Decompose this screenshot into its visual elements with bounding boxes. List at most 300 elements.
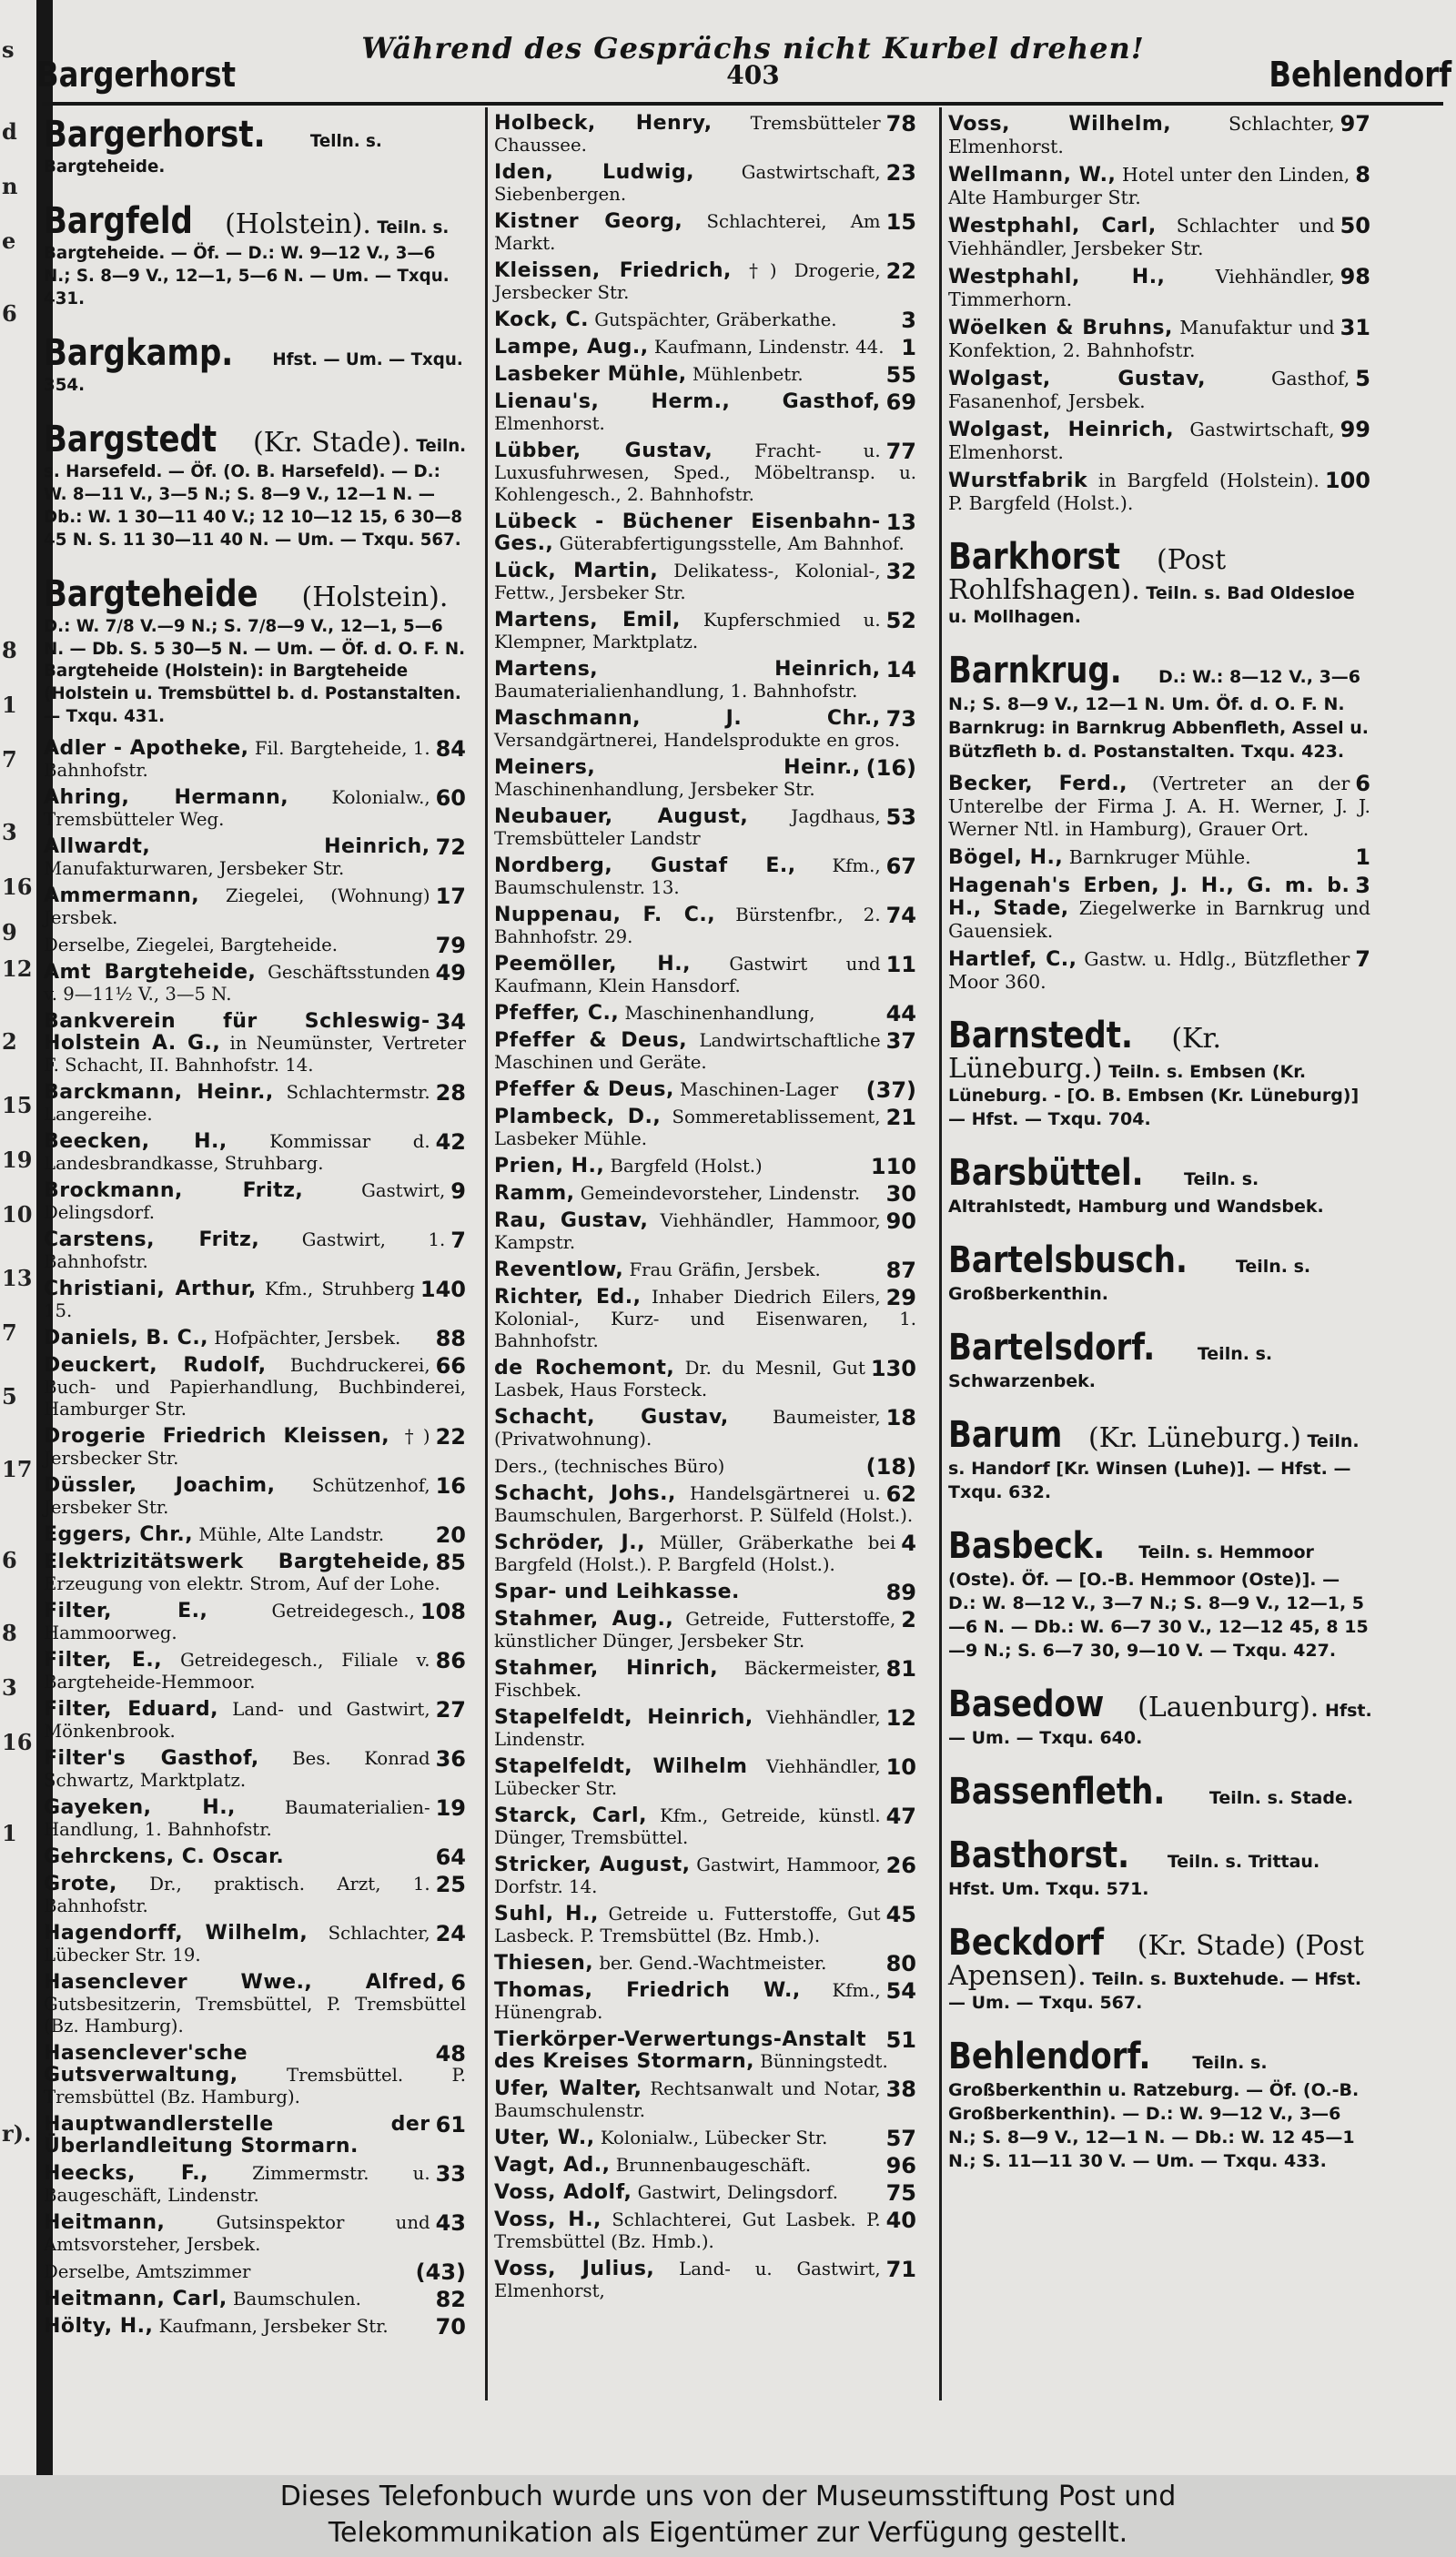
- subscriber-details: Manufaktur und Konfektion, 2. Bahnhofstr.: [948, 317, 1335, 361]
- subscriber-name: Drogerie Friedrich Kleissen,: [44, 1425, 390, 1449]
- subscriber-details: Ziegelei, (Wohnung) Jersbek.: [44, 885, 430, 929]
- phone-number: 33: [435, 2161, 466, 2188]
- header-rule: [42, 102, 1443, 106]
- subscriber-name: Schacht, Johs.,: [494, 1482, 676, 1505]
- subscriber-name: Pfeffer & Deus,: [494, 1078, 674, 1101]
- subscriber-name: Hasenclever Wwe., Alfred,: [44, 1971, 446, 1995]
- directory-entry: [44, 738, 468, 782]
- subscriber-name: Wöelken & Bruhns,: [948, 317, 1173, 339]
- page-number: 403: [726, 60, 780, 90]
- subscriber-name: Hölty, H.,: [44, 2315, 154, 2339]
- subscriber-details: Kaufmann, Lindenstr. 44.: [653, 337, 885, 358]
- place-name: Barum: [948, 1414, 1063, 1456]
- phone-number: 110: [870, 1154, 916, 1179]
- phone-number: 1: [901, 335, 916, 360]
- subscriber-details: Handelsgärtnerei u. Baumschulen, Bargerhorst. P. Sülfeld (Holst.).: [494, 1483, 914, 1526]
- subscriber-details: †) Drogerie, Jersbecker Str.: [494, 260, 881, 303]
- directory-entry: [494, 211, 918, 255]
- subscriber-name: Ahring, Hermann,: [44, 786, 289, 810]
- place-details: Teiln. s. Großberkenthin.: [948, 1257, 1311, 1304]
- place-qualifier: (Holstein).: [225, 207, 371, 240]
- directory-entry: [494, 309, 918, 331]
- place-name: Basbeck.: [948, 1525, 1106, 1567]
- phone-number: 38: [885, 2077, 916, 2102]
- margin-fragment: s: [2, 36, 15, 63]
- place-qualifier: (Kr. Lüneburg.): [948, 1023, 1222, 1085]
- phone-number: 26: [885, 1853, 916, 1878]
- subscriber-name: Prien, H.,: [494, 1155, 605, 1177]
- place-qualifier: (Post Rohlfshagen).: [948, 544, 1227, 606]
- subscriber-details: Getreidegesch., Hammoorweg.: [44, 1601, 415, 1644]
- directory-entry: [948, 113, 1372, 158]
- phone-number: 50: [1340, 213, 1370, 238]
- directory-entry: [44, 933, 468, 959]
- place-name: Barsbüttel.: [948, 1152, 1144, 1194]
- place-heading: [44, 113, 468, 179]
- directory-entry: [44, 1797, 468, 1841]
- subscriber-details: Erzeugung von elektr. Strom, Auf der Lohe.: [44, 1573, 440, 1595]
- directory-entry: [494, 905, 918, 948]
- directory-entry: [948, 215, 1372, 260]
- subscriber-details: Bünningstedt.: [760, 2051, 888, 2072]
- directory-entry: [44, 1180, 468, 1224]
- directory-entry: [494, 1756, 918, 1800]
- phone-number: 11: [885, 952, 916, 977]
- directory-entry: [948, 773, 1372, 841]
- subscriber-name: Ramm,: [494, 1182, 575, 1205]
- directory-entry: [44, 1601, 468, 1644]
- place-details: Teiln. s. Buxtehude. — Hfst. — Um. — Txqu. 567.: [948, 1969, 1362, 2013]
- subscriber-name: Schröder, J.,: [494, 1531, 645, 1554]
- phone-number: 98: [1340, 264, 1370, 289]
- place-name: Basedow: [948, 1683, 1105, 1725]
- phone-number: 55: [885, 362, 916, 388]
- directory-entry: [948, 266, 1372, 311]
- directory-entry: [44, 836, 468, 880]
- subscriber-details: Geschäftsstunden v. 9—11½ V., 3—5 N.: [44, 962, 430, 1006]
- subscriber-details: Gutsbesitzerin, Tremsbüttel, P. Tremsbüttel (Bz. Hamburg).: [44, 1994, 466, 2037]
- phone-number: 42: [435, 1129, 466, 1156]
- margin-fragment: 15: [2, 1092, 33, 1118]
- subscriber-details: Ders., (technisches Büro): [494, 1456, 725, 1477]
- phone-number: 18: [885, 1405, 916, 1430]
- phone-number: 24: [435, 1921, 466, 1947]
- subscriber-name: Hasenclever'sche Gutsverwaltung,: [44, 2042, 248, 2087]
- phone-number: 57: [885, 2126, 916, 2151]
- subscriber-details: Baumaterialien-Handlung, 1. Bahnhofstr.: [44, 1797, 430, 1841]
- phone-number: 69: [885, 389, 916, 415]
- subscriber-name: Grote,: [44, 1873, 117, 1896]
- phone-number: 16: [435, 1473, 466, 1500]
- directory-entry: [44, 1475, 468, 1519]
- subscriber-name: Voss, Adolf,: [494, 2181, 632, 2204]
- phone-number: 62: [885, 1481, 916, 1507]
- directory-entry: [494, 1079, 918, 1101]
- subscriber-name: Wolgast, Gustav,: [948, 368, 1206, 390]
- directory-entry: [494, 1156, 918, 1177]
- subscriber-details: Viehhändler, Timmerhorn.: [948, 266, 1335, 310]
- running-head-left: Bargerhorst: [36, 55, 237, 95]
- footer-line: Dieses Telefonbuch wurde uns von der Museumsstiftung Post und: [279, 2481, 1177, 2512]
- subscriber-name: Bankverein für Schleswig-Holstein A. G.,: [44, 1010, 430, 1056]
- phone-number: 23: [885, 160, 916, 186]
- margin-fragment: 9: [2, 919, 17, 945]
- margin-fragment: 3: [2, 1674, 17, 1701]
- subscriber-name: Kock, C.: [494, 308, 589, 331]
- directory-entry: [44, 1551, 468, 1595]
- subscriber-name: Starck, Carl,: [494, 1804, 647, 1827]
- phone-number: 7: [450, 1228, 466, 1254]
- phone-number: 14: [885, 657, 916, 682]
- place-heading: [948, 1151, 1372, 1218]
- phone-number: 17: [435, 884, 466, 910]
- subscriber-details: Manufakturwaren, Jersbeker Str.: [44, 858, 345, 880]
- directory-entry: [494, 954, 918, 997]
- subscriber-name: Pfeffer, C.,: [494, 1002, 620, 1025]
- place-qualifier: (Kr. Stade).: [253, 426, 410, 459]
- directory-entry: [948, 317, 1372, 362]
- directory-entry: [494, 659, 918, 702]
- place-heading: [948, 535, 1372, 629]
- phone-number: 34: [435, 1009, 466, 1036]
- phone-number: 100: [1324, 468, 1370, 493]
- directory-entry: [44, 1874, 468, 1917]
- directory-entry: [948, 368, 1372, 413]
- subscriber-details: Viehhändler, Hammoor, Kampstr.: [494, 1210, 881, 1253]
- margin-fragment: 8: [2, 637, 17, 663]
- directory-entry: [494, 2127, 918, 2149]
- subscriber-name: Wurstfabrik: [948, 470, 1088, 492]
- place-heading: [948, 1834, 1372, 1901]
- subscriber-details: Kfm., Struhberg 15.: [44, 1278, 415, 1322]
- subscriber-name: Peemöller, H.,: [494, 953, 691, 975]
- directory-entry: [948, 948, 1372, 994]
- place-qualifier: (Kr. Stade) (Post Apensen).: [948, 1930, 1364, 1992]
- directory-entry: [494, 2155, 918, 2177]
- subscriber-name: Ufer, Walter,: [494, 2077, 642, 2100]
- place-details: Teiln. s. Bad Oldesloe u. Mollhagen.: [948, 583, 1355, 627]
- phone-number: 44: [885, 1001, 916, 1026]
- directory-entry: [44, 1923, 468, 1966]
- subscriber-details: Viehhändler, Lübecker Str.: [494, 1756, 881, 1799]
- directory-entry: [494, 1609, 918, 1652]
- subscriber-name: de Rochemont,: [494, 1357, 675, 1380]
- place-qualifier: (Lauenburg).: [1138, 1692, 1320, 1723]
- subscriber-details: Kupferschmied u. Klempner, Marktplatz.: [494, 610, 881, 652]
- subscriber-details: Tremsbüttel. P. Tremsbüttel (Bz. Hamburg).: [44, 2065, 466, 2108]
- subscriber-name: Lück, Martin,: [494, 560, 659, 582]
- subscriber-details: Mühlenbetr.: [692, 364, 804, 385]
- subscriber-details: Land- u. Gastwirt, Elmenhorst,: [494, 2259, 881, 2301]
- subscriber-name: Westphahl, H.,: [948, 266, 1166, 288]
- phone-number: 27: [435, 1697, 466, 1723]
- phone-number: 71: [885, 2257, 916, 2282]
- subscriber-name: Neubauer, August,: [494, 805, 749, 828]
- subscriber-name: Daniels, B. C.,: [44, 1327, 209, 1350]
- subscriber-name: Spar- und Leihkasse.: [494, 1581, 740, 1603]
- directory-entry: [948, 846, 1372, 869]
- margin-fragment: 17: [2, 1456, 33, 1482]
- margin-fragment: 1: [2, 1820, 17, 1846]
- phone-number: 90: [885, 1208, 916, 1234]
- page-content: [36, 0, 1451, 2475]
- directory-column-2: [494, 113, 918, 2308]
- margin-fragment: n: [2, 173, 18, 199]
- subscriber-name: Filter, E.,: [44, 1600, 208, 1623]
- place-heading: [948, 1413, 1372, 1504]
- phone-number: 15: [885, 209, 916, 235]
- subscriber-name: Plambeck, D.,: [494, 1106, 662, 1128]
- column-rule: [485, 107, 488, 2400]
- subscriber-name: Suhl, H.,: [494, 1903, 599, 1925]
- subscriber-details: Zimmermstr. u. Baugeschäft, Lindenstr.: [44, 2163, 430, 2207]
- phone-number: (37): [865, 1077, 916, 1103]
- phone-number: 81: [885, 1656, 916, 1682]
- subscriber-name: Holbeck, Henry,: [494, 112, 713, 135]
- phone-number: 21: [885, 1105, 916, 1130]
- subscriber-name: Uter, W.,: [494, 2127, 595, 2149]
- phone-number: 3: [1355, 873, 1370, 898]
- subscriber-details: Bargfeld (Holst.): [610, 1156, 763, 1177]
- place-heading: [948, 1770, 1372, 1814]
- subscriber-details: Dr., praktisch. Arzt, 1. Bahnhofstr.: [44, 1874, 430, 1917]
- place-details: Teiln. s. Altrahlstedt, Hamburg und Wandsbek.: [948, 1169, 1324, 1217]
- place-details: Teiln. s. Handorf [Kr. Winsen (Luhe)]. — Hfst. — Txqu. 632.: [948, 1431, 1360, 1502]
- place-heading: [948, 1014, 1372, 1131]
- phone-number: 89: [885, 1580, 916, 1605]
- directory-entry: [494, 1287, 918, 1352]
- directory-entry: [494, 1107, 918, 1150]
- directory-entry: [494, 1904, 918, 1947]
- subscriber-name: Stapelfeldt, Wilhelm: [494, 1755, 748, 1778]
- subscriber-details: Gasthof, Fasanenhof, Jersbek.: [948, 368, 1350, 412]
- subscriber-details: Gemeindevorsteher, Lindenstr.: [580, 1183, 861, 1204]
- subscriber-details: Getreidegesch., Filiale v. Bargteheide-Hemmoor.: [44, 1650, 430, 1693]
- directory-entry: [44, 1082, 468, 1126]
- directory-column-1: [44, 113, 468, 2343]
- place-details: Teiln. s. Hemmoor (Oste). Öf. — [O.-B. Hemmoor (Oste)]. — D.: W. 8—12 V., 3—7 N.; S. 8—9 V., 12—1, 5—6 N. — Db.: W. 6—7 30 V., 12—12 45, 8 15—9 N.; S. 6—7 30, 9—10 V. — Txqu. 427.: [948, 1542, 1369, 1661]
- directory-entry: [44, 1748, 468, 1792]
- margin-fragment: 10: [2, 1201, 33, 1228]
- margin-fragment: 2: [2, 1028, 17, 1055]
- subscriber-details: Fracht- u. Luxusfuhrwesen, Sped., Möbeltransp. u. Kohlengesch., 2. Bahnhofstr.: [494, 440, 916, 505]
- subscriber-details: Bürstenfbr., 2. Bahnhofstr. 29.: [494, 905, 881, 947]
- phone-number: 48: [435, 2041, 466, 2067]
- subscriber-name: Barckmann, Heinr.,: [44, 1081, 274, 1105]
- subscriber-details: Kolonialw., Lübecker Str.: [600, 2127, 828, 2148]
- place-details: D.: W.: 8—12 V., 3—6 N.; S. 8—9 V., 12—1 N. Um. Öf. d. O. F. N. Barnkrug: in Barnkrug Abbenfleth, Assel u. Bützfleth b. d. Postanstalten. Txqu. 423.: [948, 667, 1369, 762]
- place-name: Barnkrug.: [948, 650, 1122, 692]
- directory-entry: [494, 113, 918, 157]
- subscriber-name: Pfeffer & Deus,: [494, 1029, 688, 1052]
- subscriber-name: Lasbeker Mühle,: [494, 363, 687, 386]
- subscriber-name: Reventlow,: [494, 1258, 624, 1281]
- margin-fragment: 19: [2, 1147, 33, 1173]
- directory-entry: [494, 2078, 918, 2122]
- directory-entry: [494, 337, 918, 359]
- subscriber-details: Versandgärtnerei, Handelsprodukte en gros.: [494, 730, 901, 751]
- subscriber-name: Iden, Ludwig,: [494, 161, 694, 184]
- subscriber-details: Gastwirt, 1. Bahnhofstr.: [44, 1229, 446, 1273]
- left-margin-fragments: [0, 0, 36, 2475]
- subscriber-details: Brunnenbaugeschäft.: [615, 2155, 812, 2176]
- directory-entry: [44, 1650, 468, 1693]
- subscriber-details: Gutspächter, Gräberkathe.: [594, 309, 837, 330]
- subscriber-name: Vagt, Ad.,: [494, 2154, 611, 2177]
- directory-entry: [494, 1483, 918, 1527]
- place-name: Bartelsdorf.: [948, 1327, 1156, 1369]
- place-details: Hfst. — Um. — Txqu. 354.: [44, 349, 463, 395]
- subscriber-name: Becker, Ferd.,: [948, 773, 1128, 795]
- subscriber-details: Kommissar d. Landesbrandkasse, Struhbarg.: [44, 1131, 430, 1175]
- phone-number: 37: [885, 1028, 916, 1054]
- directory-entry: [44, 2163, 468, 2207]
- phone-number: 84: [435, 736, 466, 763]
- directory-entry: [44, 2043, 468, 2108]
- subscriber-details: Rechtsanwalt und Notar, Baumschulenstr.: [494, 2078, 881, 2121]
- subscriber-details: Kfm., Hünengrab.: [494, 1980, 881, 2023]
- directory-entry: [494, 757, 918, 801]
- margin-fragment: r).: [2, 2120, 32, 2147]
- subscriber-details: †) Jersbecker Str.: [44, 1426, 430, 1470]
- directory-entry: [494, 511, 918, 555]
- phone-number: 79: [435, 933, 466, 959]
- phone-number: 22: [435, 1424, 466, 1450]
- directory-entry: [44, 787, 468, 831]
- directory-entry: [44, 1426, 468, 1470]
- directory-entry: [494, 1407, 918, 1450]
- phone-number: 64: [435, 1844, 466, 1871]
- margin-fragment: 16: [2, 1729, 33, 1755]
- directory-entry: [44, 885, 468, 929]
- place-details: Teiln. s. Großberkenthin u. Ratzeburg. — Öf. (O.-B. Großberkenthin). — D.: W. 9—12 V., 3—6 N.; S. 8—9 V., 12—1 N. — Db.: W. 12 45—1 N.; S. 11—11 30 V. — Um. — Txqu. 433.: [948, 2053, 1360, 2171]
- subscriber-name: Brockmann, Fritz,: [44, 1179, 304, 1203]
- place-heading: [44, 572, 468, 730]
- place-heading: [948, 2035, 1372, 2173]
- phone-number: 86: [435, 1648, 466, 1674]
- place-heading: [948, 1921, 1372, 2015]
- subscriber-details: Kolonialw., Tremsbütteler Weg.: [44, 787, 430, 831]
- phone-number: 61: [435, 2112, 466, 2138]
- directory-entry: [44, 962, 468, 1006]
- subscriber-details: Bäckermeister, Fischbek.: [494, 1658, 881, 1701]
- place-details: Teiln. s. Bargteheide. — Öf. — D.: W. 9—12 V., 3—6 N.; S. 8—9 V., 12—1, 5—6 N. — Um. — Txqu. 431.: [44, 217, 450, 308]
- directory-entry: [494, 391, 918, 435]
- phone-number: 12: [885, 1705, 916, 1731]
- subscriber-details: Land- und Gastwirt, Mönkenbrook.: [44, 1699, 430, 1743]
- place-details: Hfst. — Um. — Txqu. 640.: [948, 1701, 1372, 1748]
- place-details: Teiln. s. Embsen (Kr. Lüneburg. - [O. B. Embsen (Kr. Lüneburg)] — Hfst. — Txqu. 704.: [948, 1062, 1360, 1129]
- subscriber-name: Hagenah's Erben, J. H., G. m. b. H., Stade,: [948, 874, 1350, 920]
- directory-entry: [494, 2209, 918, 2253]
- place-details: Teiln. s. Trittau. Hfst. Um. Txqu. 571.: [948, 1852, 1320, 1899]
- place-heading: [44, 199, 468, 311]
- margin-fragment: 3: [2, 819, 17, 845]
- subscriber-name: Stapelfeldt, Heinrich,: [494, 1706, 753, 1729]
- phone-number: 73: [885, 706, 916, 732]
- subscriber-name: Wellmann, W.,: [948, 164, 1117, 187]
- margin-fragment: 7: [2, 1319, 17, 1346]
- phone-number: 78: [885, 111, 916, 136]
- phone-number: 66: [435, 1353, 466, 1380]
- phone-number: 54: [885, 1978, 916, 2004]
- directory-entry: [494, 1259, 918, 1281]
- phone-number: 28: [435, 1080, 466, 1107]
- phone-number: 51: [885, 2027, 916, 2053]
- subscriber-name: Carstens, Fritz,: [44, 1228, 260, 1252]
- subscriber-details: Landwirtschaftliche Maschinen und Geräte.: [494, 1030, 881, 1073]
- subscriber-details: in Neumünster, Vertreter F. Schacht, II. Bahnhofstr. 14.: [44, 1033, 466, 1076]
- directory-entry: [948, 419, 1372, 464]
- place-heading: [948, 1683, 1372, 1750]
- margin-fragment: 8: [2, 1620, 17, 1646]
- phone-number: 30: [885, 1181, 916, 1207]
- footer-line: Telekommunikation als Eigentümer zur Verfügung gestellt.: [328, 2517, 1128, 2549]
- subscriber-details: Derselbe, Ziegelei, Bargteheide.: [44, 935, 338, 956]
- subscriber-details: Schlachter, Elmenhorst.: [948, 113, 1335, 157]
- subscriber-name: Wolgast, Heinrich,: [948, 419, 1175, 441]
- directory-entry: [948, 164, 1372, 209]
- subscriber-name: Beecken, H.,: [44, 1130, 228, 1154]
- subscriber-name: Hauptwandlerstelle der Überlandleitung Stormarn.: [44, 2113, 430, 2158]
- phone-number: 47: [885, 1804, 916, 1829]
- directory-entry: [948, 874, 1372, 943]
- phone-number: 82: [435, 2287, 466, 2313]
- subscriber-name: Heitmann, Carl,: [44, 2288, 228, 2311]
- phone-number: 75: [885, 2180, 916, 2206]
- margin-fragment: 16: [2, 874, 33, 900]
- subscriber-name: Stricker, August,: [494, 1854, 691, 1876]
- place-name: Bargfeld: [44, 199, 193, 242]
- directory-entry: [494, 1003, 918, 1025]
- subscriber-name: Gehrckens, C. Oscar.: [44, 1845, 285, 1869]
- place-name: Bartelsbusch.: [948, 1239, 1188, 1281]
- subscriber-name: Bögel, H.,: [948, 846, 1064, 869]
- directory-entry: [948, 470, 1372, 515]
- subscriber-details: Sommeretablissement, Lasbeker Mühle.: [494, 1107, 881, 1149]
- subscriber-name: Lübber, Gustav,: [494, 440, 713, 462]
- subscriber-details: Getreide, Futterstoffe, künstlicher Dünger, Jersbeker Str.: [494, 1609, 896, 1652]
- phone-number: 52: [885, 608, 916, 633]
- subscriber-name: Düssler, Joachim,: [44, 1474, 276, 1498]
- subscriber-details: Schützenhof, Jersbeker Str.: [44, 1475, 430, 1519]
- subscriber-name: Deuckert, Rudolf,: [44, 1354, 267, 1378]
- subscriber-name: Filter's Gasthof,: [44, 1747, 259, 1771]
- directory-entry: [494, 1953, 918, 1975]
- directory-entry: [494, 708, 918, 752]
- subscriber-name: Filter, Eduard,: [44, 1698, 218, 1722]
- directory-entry: [494, 1030, 918, 1074]
- margin-fragment: d: [2, 118, 17, 145]
- phone-number: 77: [885, 439, 916, 464]
- place-details: Teiln. s. Harsefeld. — Öf. (O. B. Harsefeld). — D.: W. 8—11 V., 3—5 N.; S. 8—9 V., 12—1 N. — Db.: W. 1 30—11 40 V.; 12 10—12 15, 6 30—8 45 N. S. 11 30—11 40 N. — Um. — Txqu. 567.: [44, 436, 467, 550]
- directory-entry: [44, 1355, 468, 1420]
- margin-fragment: 12: [2, 955, 33, 982]
- subscriber-details: Gastwirtschaft, Siebenbergen.: [494, 162, 881, 205]
- subscriber-details: Jagdhaus, Tremsbütteler Landstr: [494, 806, 881, 849]
- subscriber-details: Schlachtermstr. Langereihe.: [44, 1082, 430, 1126]
- subscriber-details: Buchdruckerei, Buch- und Papierhandlung, Buchbinderei, Hamburger Str.: [44, 1355, 466, 1420]
- phone-number: 130: [870, 1356, 916, 1381]
- subscriber-name: Heecks, F.,: [44, 2162, 208, 2186]
- phone-number: 53: [885, 804, 916, 830]
- subscriber-details: Barnkruger Mühle.: [1068, 846, 1251, 868]
- phone-number: 88: [435, 1326, 466, 1352]
- phone-number: 6: [1355, 771, 1370, 796]
- running-head-right: Behlendorf: [1269, 55, 1451, 95]
- subscriber-details: Mühle, Alte Landstr.: [198, 1524, 385, 1546]
- phone-number: 10: [885, 1754, 916, 1780]
